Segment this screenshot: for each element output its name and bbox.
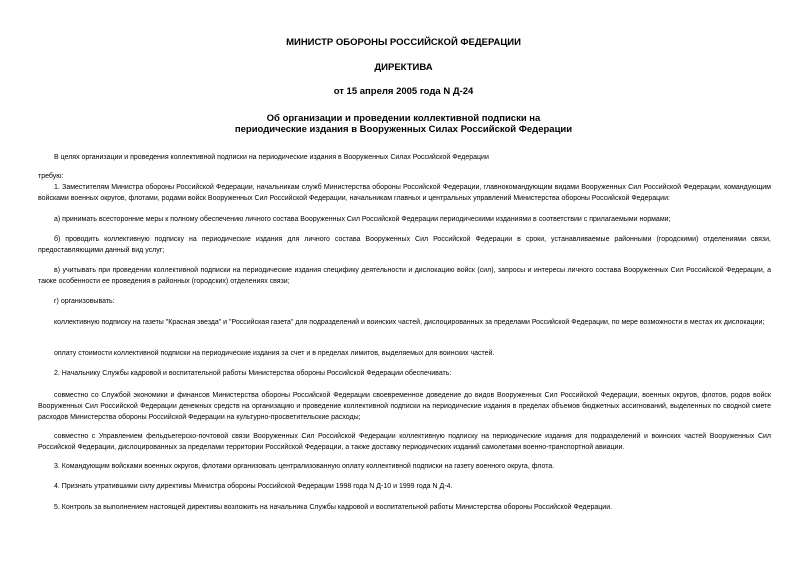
clause-2b: совместно с Управлением фельдъегерско-почтовой связи Вооруженных Сил Российской Федерации коллективную подписку на периодические издания для подразделений и воинских частей Вооруженных Сил Российской Федерации, дислоцированных за пределами территории Российской Федерации, а также доставку периодических изданий самолетами военно-транспортной авиации.	[38, 433, 771, 451]
intro-paragraph: В целях организации и проведения коллективной подписки на периодические издания в Вооруженных Силах Российской Федерации	[54, 154, 489, 161]
clause-5: 5. Контроль за выполнением настоящей директивы возложить на начальника Службы кадровой и воспитательной работы Министерства обороны Российской Федерации.	[54, 504, 613, 511]
clause-1d-item-1: коллективную подписку на газеты "Красная звезда" и "Российская газета" для подразделений и воинских частей, дислоцированных за пределами Российской Федерации, по мере возможности в местах их дислокации;	[54, 319, 765, 326]
clause-1: 1. Заместителям Министра обороны Российской Федерации, начальникам служб Министерства обороны Российской Федерации, главнокомандующим видами Вооруженных Сил Российской Федерации, командующим войсками военных округов, флотами, родами войск Вооруженных Сил Российской Федерации, начальникам главных и центральных управлений Министерства обороны Российской Федерации:	[38, 184, 771, 202]
clause-4: 4. Признать утратившими силу директивы Министра обороны Российской Федерации 1998 года N Д-10 и 1999 года N Д-4.	[54, 483, 453, 490]
clause-1c: в) учитывать при проведении коллективной подписки на периодические издания специфику деятельности и дислокацию войск (сил), запросы и интересы личного состава Вооруженных Сил Российской Федерации, а также особенности ее проведения в районных (городских) отделениях связи;	[38, 267, 771, 285]
require-paragraph: требую:	[38, 173, 64, 180]
document-title-line-2: периодические издания в Вооруженных Силах Российской Федерации	[234, 124, 573, 135]
clause-2: 2. Начальнику Службы кадровой и воспитательной работы Министерства обороны Российской Федерации обеспечивать:	[54, 370, 452, 377]
clause-2a: совместно со Службой экономики и финансов Министерства обороны Российской Федерации своевременное доведение до видов Вооруженных Сил Российской Федерации, военных округов, флотов, родов войск Вооруженных Сил Российской Федерации денежных средств на организацию и проведение коллективной подписки на периодические издания в пределах объемов бюджетных ассигнований, выделенных по сводной смете расходов Министерства обороны Российской Федерации на культурно-просветительские расходы;	[38, 392, 771, 421]
document-type: ДИРЕКТИВА	[374, 62, 433, 73]
document-title-line-1: Об организации и проведении коллективной подписки на	[266, 113, 541, 124]
clause-1b: б) проводить коллективную подписку на периодические издания для личного состава Вооруженных Сил Российской Федерации в сроки, устанавливаемые районными (городскими) отделениями связи, предоставляющими данный вид услуг;	[38, 236, 771, 254]
document-date-number: от 15 апреля 2005 года N Д-24	[333, 86, 474, 97]
clause-1d: г) организовывать:	[54, 298, 115, 305]
document-author: МИНИСТР ОБОРОНЫ РОССИЙСКОЙ ФЕДЕРАЦИИ	[286, 37, 521, 48]
clause-3: 3. Командующим войсками военных округов, флотами организовать централизованную оплату коллективной подписки на газету военного округа, флота.	[54, 463, 555, 470]
clause-1a: а) принимать всесторонние меры к полному обеспечению личного состава Вооруженных Сил Российской Федерации периодическими изданиями в соответствии с прилагаемыми нормами;	[54, 216, 671, 223]
clause-1d-item-2: оплату стоимости коллективной подписки на периодические издания за счет и в пределах лимитов, выделяемых для воинских частей.	[54, 350, 495, 357]
